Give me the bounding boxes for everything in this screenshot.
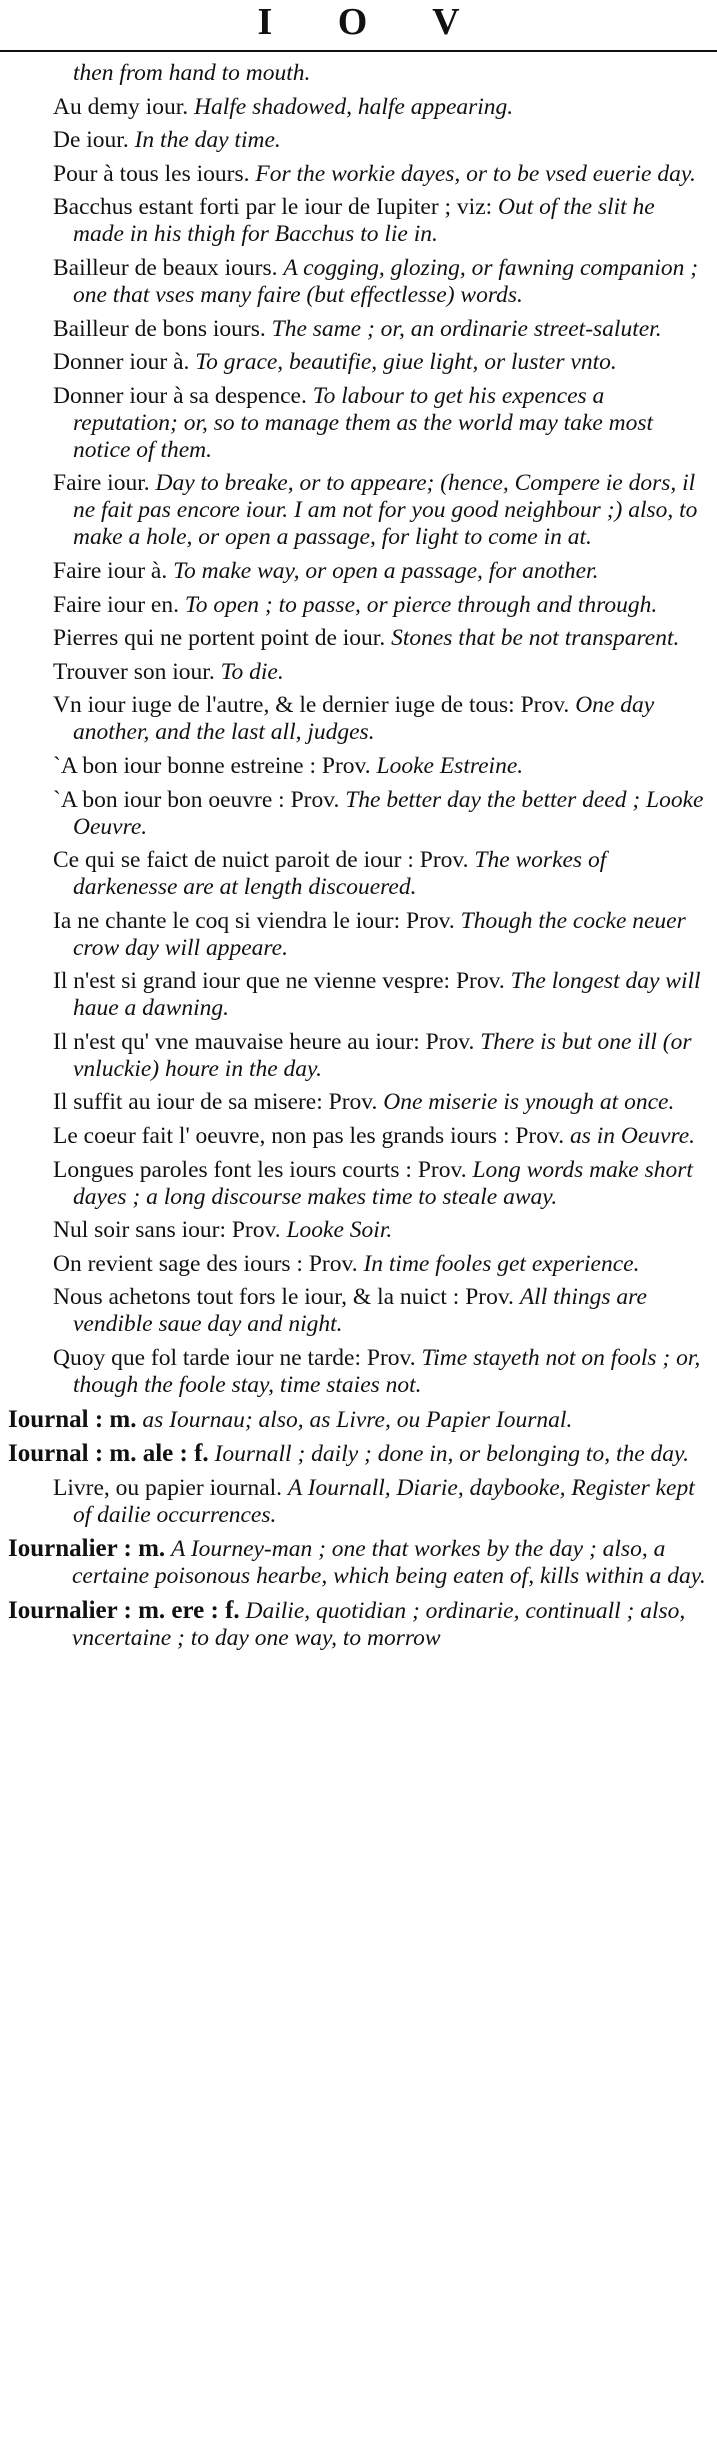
sub-entry [0,659,717,686]
headword-entry [0,1597,717,1652]
french-term: Faire iour. [53,470,150,497]
english-gloss: A cogging, glozing, or fawning companion ; one that vses many faire (but effectlesse) words. [73,254,699,308]
english-gloss: The better day the better deed ; Looke Oeuvre. [73,786,704,840]
french-term: Faire iour à. [53,557,168,584]
sub-entry [0,1029,717,1083]
french-term: Donner iour à sa despence. [53,382,307,409]
sub-entry [0,787,717,841]
sub-entry [0,255,717,309]
english-gloss: To die. [220,658,284,685]
sub-entry [0,127,717,154]
english-gloss: There is but one ill (or vnluckie) houre in the day. [73,1028,692,1082]
sub-entry [0,1475,717,1529]
french-term: Ia ne chante le coq si viendra le iour: Prov. [53,907,455,934]
sub-entry [0,1157,717,1211]
english-gloss: A Iournall, Diarie, daybooke, Register kept of dailie occurrences. [73,1474,695,1528]
english-gloss: For the workie dayes, or to be vsed euerie day. [255,160,696,187]
sub-entry [0,592,717,619]
french-term: Livre, ou papier iournal. [53,1474,283,1501]
french-term: Vn iour iuge de l'autre, & le dernier iuge de tous: Prov. [53,692,570,719]
sub-entry [0,194,717,248]
english-gloss: Though the cocke neuer crow day will appeare. [73,907,686,961]
french-term: Ce qui se faict de nuict paroit de iour : Prov. [53,847,469,874]
entry-list [0,60,717,1659]
french-term: Donner iour à. [53,349,190,376]
english-gloss: To labour to get his expences a reputation; or, so to manage them as the world may take most notice of them. [73,382,654,463]
sub-entry [0,1284,717,1338]
french-term: `A bon iour bonne estreine : Prov. [53,752,371,779]
english-gloss: Out of the slit he made in his thigh for Bacchus to lie in. [73,194,655,248]
english-gloss: To open ; to passe, or pierce through and through. [184,591,658,618]
french-term: Iournal : m. [8,1405,137,1433]
french-term: Bacchus estant forti par le iour de Iupiter ; viz: [53,194,493,221]
french-term: Il suffit au iour de sa misere: Prov. [53,1089,378,1116]
french-term: Iournal : m. ale : f. [8,1440,209,1468]
english-gloss: Time stayeth not on fools ; or, though the foole stay, time staies not. [73,1345,701,1399]
french-term: On revient sage des iours : Prov. [53,1250,358,1277]
sub-entry [0,1251,717,1278]
french-term: Au demy iour. [53,93,189,120]
english-gloss: Dailie, quotidian ; ordinarie, continuall ; also, vncertaine ; to day one way, to morrow [72,1598,686,1651]
english-gloss: The workes of darkenesse are at length discouered. [73,847,607,901]
sub-entry [0,349,717,376]
english-gloss: One miserie is ynough at once. [383,1089,675,1116]
english-gloss: Looke Soir. [286,1217,393,1244]
sub-entry [0,1217,717,1244]
english-gloss: Long words make short dayes ; a long discourse makes time to steale away. [73,1156,693,1210]
sub-entry [0,847,717,901]
headword-entry [0,1406,717,1434]
page-header: I O V [257,1,488,43]
english-gloss: as in Oeuvre. [569,1123,696,1150]
english-gloss: then from hand to mouth. [73,60,311,86]
french-term: `A bon iour bon oeuvre : Prov. [53,786,340,813]
sub-entry [0,316,717,343]
english-gloss: One day another, and the last all, judges. [73,692,655,746]
sub-entry [0,383,717,464]
sub-entry [0,908,717,962]
sub-entry [0,1345,717,1399]
french-term: De iour. [53,127,129,154]
english-gloss: Iournall ; daily ; done in, or belonging to, the day. [214,1441,690,1468]
english-gloss: Looke Estreine. [376,752,524,779]
english-gloss: All things are vendible saue day and night. [73,1284,647,1338]
sub-entry [0,161,717,188]
continued-entry [0,60,717,87]
sub-entry [0,1089,717,1116]
sub-entry [0,558,717,585]
english-gloss: Halfe shadowed, halfe appearing. [194,93,514,120]
french-term: Trouver son iour. [53,658,215,685]
french-term: Faire iour en. [53,591,179,618]
english-gloss: as Iournau; also, as Livre, ou Papier Iournal. [142,1406,573,1433]
french-term: Nous achetons tout fors le iour, & la nuict : Prov. [53,1284,514,1311]
french-term: Il n'est si grand iour que ne vienne vespre: Prov. [53,968,505,995]
english-gloss: To grace, beautifie, giue light, or luster vnto. [195,349,617,376]
french-term: Iournalier : m. ere : f. [8,1597,240,1624]
english-gloss: Stones that be not transparent. [391,625,680,652]
headword-entry [0,1440,717,1468]
sub-entry [0,753,717,780]
french-term: Quoy que fol tarde iour ne tarde: Prov. [53,1345,416,1372]
english-gloss: The longest day will haue a dawning. [73,968,701,1022]
french-term: Longues paroles font les iours courts : Prov. [53,1156,467,1183]
english-gloss: A Iourney-man ; one that workes by the day ; also, a certaine poisonous hearbe, which being eaten of, kills within a day. [72,1536,706,1590]
header-rule [0,50,717,52]
english-gloss: Day to breake, or to appeare; (hence, Compere ie dors, il ne fait pas encore iour. I am not for you good neighbour ;) also, to make a hole, or open a passage, for light to come in at. [73,470,698,551]
sub-entry [0,692,717,746]
english-gloss: The same ; or, an ordinarie street-saluter. [271,315,662,342]
french-term: Iournalier : m. [8,1535,166,1563]
sub-entry [0,968,717,1022]
french-term: Pierres qui ne portent point de iour. [53,625,386,652]
headword-entry [0,1535,717,1590]
french-term: Le coeur fait l' oeuvre, non pas les grands iours : Prov. [53,1123,565,1150]
sub-entry [0,1123,717,1150]
english-gloss: In time fooles get experience. [363,1250,640,1277]
french-term: Bailleur de bons iours. [53,315,266,342]
sub-entry [0,625,717,652]
french-term: Bailleur de beaux iours. [53,254,278,281]
french-term: Pour à tous les iours. [53,160,250,187]
sub-entry [0,94,717,121]
english-gloss: In the day time. [134,127,281,154]
english-gloss: To make way, or open a passage, for another. [173,557,599,584]
sub-entry [0,470,717,551]
french-term: Il n'est qu' vne mauvaise heure au iour: Prov. [53,1028,475,1055]
french-term: Nul soir sans iour: Prov. [53,1217,281,1244]
